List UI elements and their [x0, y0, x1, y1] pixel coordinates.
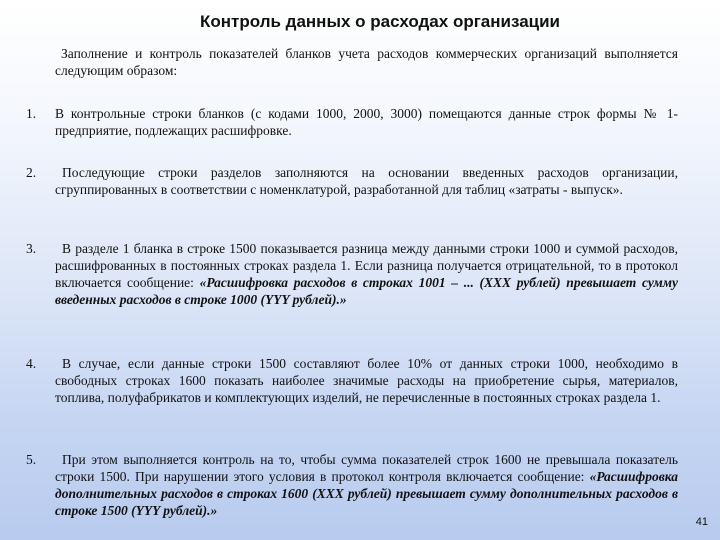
list-item-number: 1.	[26, 106, 37, 121]
list-item-text: При этом выполняется контроль на то, чтобы сумма показателей строк 1600 не превышала показатель строки 1500. При нарушении этого условия в протокол контроля включается сообщение: «Расшифровка дополнительных расходов в строках 1600 (XXX рублей) превышает сумму дополнительных расходов в строке 1500 (YYY рублей).»	[55, 452, 678, 518]
page-number: 41	[695, 516, 708, 528]
list-item-number: 5.	[26, 452, 37, 467]
list-item-number: 4.	[26, 356, 37, 371]
list-item-number: 3.	[26, 241, 37, 256]
list-item-text: В контрольные строки бланков (с кодами 1000, 2000, 3000) помещаются данные строк формы № 1-предприятие, подлежащих расшифровке.	[55, 106, 678, 138]
list-item-text: В разделе 1 бланка в строке 1500 показывается разница между данными строки 1000 и суммой расходов, расшифрованных в постоянных строках раздела 1. Если разница получается отрицательной, то в протокол включается сообщение: «Расшифровка расходов в строках 1001 – ... (XXX рублей) превышает сумму введенных расходов в строке 1000 (YYY рублей).»	[55, 241, 678, 307]
intro-paragraph: Заполнение и контроль показателей бланков учета расходов коммерческих организаций выполняется следующим образом:	[55, 46, 678, 78]
page-title: Контроль данных о расходах организации	[200, 12, 560, 31]
protocol-message: «Расшифровка дополнительных расходов в строках 1600 (XXX рублей) превышает сумму дополнительных расходов в строке 1500 (YYY рублей).»	[55, 469, 678, 518]
list-item-text: В случае, если данные строки 1500 составляют более 10% от данных строки 1000, необходимо в свободных строках 1600 показать наиболее значимые расходы на приобретение сырья, материалов, топлива, полуфабрикатов и комплектующих изделий, не перечисленные в постоянных строках раздела 1.	[55, 356, 678, 405]
list-item-number: 2.	[26, 165, 37, 180]
list-item-text: Последующие строки разделов заполняются на основании введенных расходов организации, сгруппированных в соответствии с номенклатурой, разработанной для таблиц «затраты - выпуск».	[55, 165, 678, 197]
protocol-message: «Расшифровка расходов в строках 1001 – ... (XXX рублей) превышает сумму введенных расходов в строке 1000 (YYY рублей).»	[55, 275, 678, 307]
